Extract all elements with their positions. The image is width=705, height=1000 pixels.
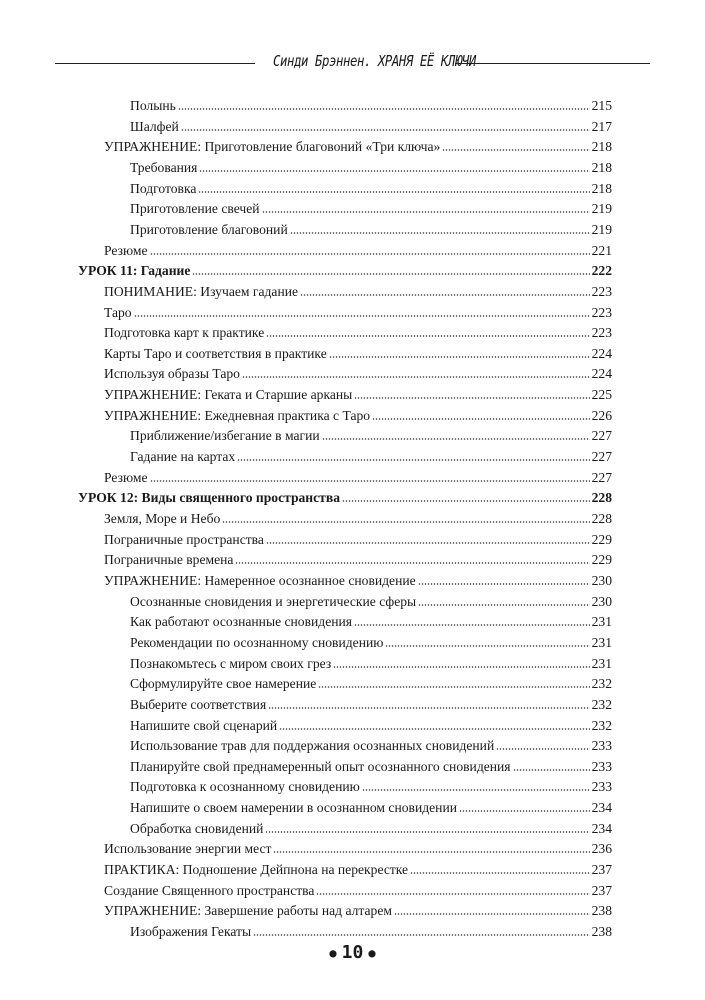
dot-leader [273,850,589,854]
toc-page-number: 222 [591,263,612,279]
dot-leader [178,107,590,111]
dot-leader [372,417,590,421]
toc-row [130,445,612,465]
toc-row [104,342,612,362]
toc-page-number: 231 [591,634,612,650]
toc-entry-title: Создание Священного пространства [104,882,315,898]
toc-page-number: 228 [591,490,612,506]
toc-entry-title: Изображения Гекаты [130,924,252,939]
dot-leader [410,871,590,875]
toc-page-number: 215 [591,98,612,113]
toc-entry-title: Планируйте свой преднамеренный опыт осознанного сновидения [130,758,511,774]
toc-entry-title: Пограничные пространства [104,531,264,547]
toc-page-number: 233 [591,779,612,795]
dot-leader [181,128,590,132]
toc-page-number: 221 [591,242,612,258]
toc-row [130,424,612,444]
toc-entry-title: УПРАЖНЕНИЕ: Геката и Старшие арканы [104,387,353,403]
toc-entry-title: Гадание на картах [130,449,236,465]
toc-page-number: 237 [591,882,612,898]
dot-leader [362,788,590,792]
toc-page-number: 234 [591,800,612,816]
toc-page-number: 224 [591,345,612,361]
toc-row [104,528,612,548]
toc-page-number: 225 [591,387,612,403]
toc-page-number: 232 [591,717,612,733]
dot-leader [150,252,590,256]
toc-entry-title: Как работают осознанные сновидения [130,614,353,630]
toc-entry-title: Рекомендации по осознанному сновидению [130,634,384,650]
toc-page-number: 224 [591,366,612,382]
dot-leader [253,933,590,937]
toc-page-number: 233 [591,758,612,774]
dot-leader [266,334,589,338]
toc-page-number: 238 [591,924,612,939]
toc-entry-title: УРОК 11: Гадание [78,263,191,279]
toc-page-number: 228 [591,511,612,526]
toc-page-number: 223 [591,325,612,341]
dot-leader [279,727,589,731]
page-number: 10 [341,942,364,963]
toc-page-number: 219 [591,201,612,217]
toc-page-number: 236 [591,841,612,857]
toc-row [130,610,612,630]
toc-row [130,734,612,754]
dot-leader [513,768,590,772]
toc-entry-title: УПРАЖНЕНИЕ: Намеренное осознанное сновидение [104,572,416,588]
toc-entry-title: Напишите свой сценарий [130,717,278,733]
toc-page-number: 218 [591,159,612,175]
dot-leader [318,685,589,689]
toc-row [104,280,612,300]
toc-chapter-row [78,486,612,506]
toc-row [130,115,612,135]
toc-row [130,672,612,692]
toc-row [130,796,612,816]
dot-leader [459,809,590,813]
dot-leader [316,892,589,896]
dot-leader [354,396,589,400]
toc-entry-title: Выберите соответствия [130,696,267,712]
toc-row [130,197,612,217]
toc-row [104,879,612,899]
toc-page-number: 231 [591,655,612,671]
dot-leader [242,375,590,379]
toc-row [130,218,612,238]
page-footer [0,942,705,963]
toc-entry-title: Требования [130,159,198,175]
toc-page-number: 219 [591,221,612,237]
toc-row [104,301,612,321]
toc-page-number: 229 [591,552,612,568]
toc-entry-title: Приближение/избегание в магии [130,428,320,444]
toc-row [130,631,612,651]
toc-page-number: 232 [591,676,612,692]
dot-leader [333,665,589,669]
dot-leader [235,561,589,565]
toc-row [130,177,612,197]
footer-dot-left: ● [329,946,337,960]
toc-row [104,362,612,382]
dot-leader [385,644,589,648]
dot-leader [322,437,590,441]
toc-page-number: 223 [591,304,612,320]
dot-leader [266,541,590,545]
dot-leader [268,706,589,710]
toc-row [104,507,612,527]
toc-entry-title: Подготовка к осознанному сновидению [130,779,360,795]
toc-entry-title: Резюме [104,469,148,485]
toc-entry-title: Осознанные сновидения и энергетические сферы [130,593,417,609]
toc-row [130,94,612,114]
toc-entry-title: Подготовка карт к практике [104,325,265,341]
toc-entry-title: Сформулируйте свое намерение [130,676,317,692]
toc-row [104,548,612,568]
toc-page-number: 234 [591,820,612,836]
toc-page-number: 230 [591,593,612,609]
toc-page-number: 223 [591,283,612,299]
dot-leader [442,148,589,152]
toc-row [104,321,612,341]
toc-entry-title: УРОК 12: Виды священного пространства [78,490,340,506]
dot-leader [199,169,589,173]
toc-page-number: 232 [591,696,612,712]
toc-entry-title: Обработка сновидений [130,820,264,836]
toc-entry-title: Таро [104,304,132,320]
toc-entry-title: Приготовление свечей [130,201,260,217]
dot-leader [496,747,589,751]
dot-leader [418,603,589,607]
dot-leader [418,582,590,586]
toc-row [130,156,612,176]
dot-leader [342,499,590,503]
toc-entry-title: Шалфей [130,118,179,134]
dot-leader [394,912,590,916]
toc-row [104,404,612,424]
toc-entry-title: Карты Таро и соответствия в практике [104,345,327,361]
dot-leader [300,293,590,297]
toc-page-number: 227 [591,449,612,465]
dot-leader [329,355,590,359]
dot-leader [237,458,589,462]
toc-row [130,920,612,940]
toc-row [104,466,612,486]
toc-row [130,775,612,795]
dot-leader [265,830,589,834]
toc-entry-title: УПРАЖНЕНИЕ: Ежедневная практика с Таро [104,407,371,423]
toc-row [104,135,612,155]
toc-entry-title: Земля, Море и Небо [104,511,221,526]
toc-entry-title: Использование трав для поддержания осознанных сновидений [130,738,495,754]
toc-entry-title: Пограничные времена [104,552,234,568]
toc-row [104,858,612,878]
toc-entry-title: УПРАЖНЕНИЕ: Завершение работы над алтарем [104,903,392,919]
toc-row [130,693,612,713]
toc-entry-title: Подготовка [130,180,197,196]
toc-entry-title: Напишите о своем намерении в осознанном сновидении [130,800,458,816]
footer-dot-right: ● [368,946,376,960]
dot-leader [192,272,589,276]
toc-entry-title: Резюме [104,242,148,258]
dot-leader [134,314,590,318]
running-header [0,52,705,72]
toc-page-number: 233 [591,738,612,754]
toc-page-number: 217 [591,118,612,134]
toc-row [104,569,612,589]
toc-entry-title: УПРАЖНЕНИЕ: Приготовление благовоний «Три ключа» [104,139,441,155]
toc-row [130,817,612,837]
toc-page-number: 218 [591,180,612,196]
dot-leader [198,190,589,194]
toc-entry-title: Используя образы Таро [104,366,240,382]
toc-entry-title: Использование энергии мест [104,841,272,857]
toc-page-number: 227 [591,469,612,485]
header-rule-left [55,63,255,64]
toc-row [104,383,612,403]
toc-row [104,837,612,857]
toc-page-number: 218 [591,139,612,155]
toc-page-number: 237 [591,862,612,878]
toc-row [130,755,612,775]
toc-row [104,899,612,919]
toc-entry-title: ПРАКТИКА: Подношение Дейпнона на перекрестке [104,862,409,878]
dot-leader [354,623,590,627]
dot-leader [262,210,590,214]
toc-page-number: 229 [591,531,612,547]
toc-row [130,714,612,734]
toc-page-number: 238 [591,903,612,919]
toc-entry-title: Познакомьтесь с миром своих грез [130,655,332,671]
toc-page-number: 230 [591,572,612,588]
header-title: Синди Брэннен. ХРАНЯ ЕЁ КЛЮЧИ [273,52,476,70]
toc-entry-title: ПОНИМАНИЕ: Изучаем гадание [104,283,299,299]
toc-page-number: 227 [591,428,612,444]
toc-entry-title: Приготовление благовоний [130,221,288,237]
dot-leader [150,479,590,483]
toc-row [130,652,612,672]
dot-leader [222,520,589,524]
toc-row [130,590,612,610]
toc-page-number: 226 [591,407,612,423]
toc-chapter-row [78,259,612,279]
toc-page-number: 231 [591,614,612,630]
toc-entry-title: Полынь [130,98,176,113]
header-rule-right [455,63,650,64]
toc-row [104,239,612,259]
dot-leader [290,231,590,235]
